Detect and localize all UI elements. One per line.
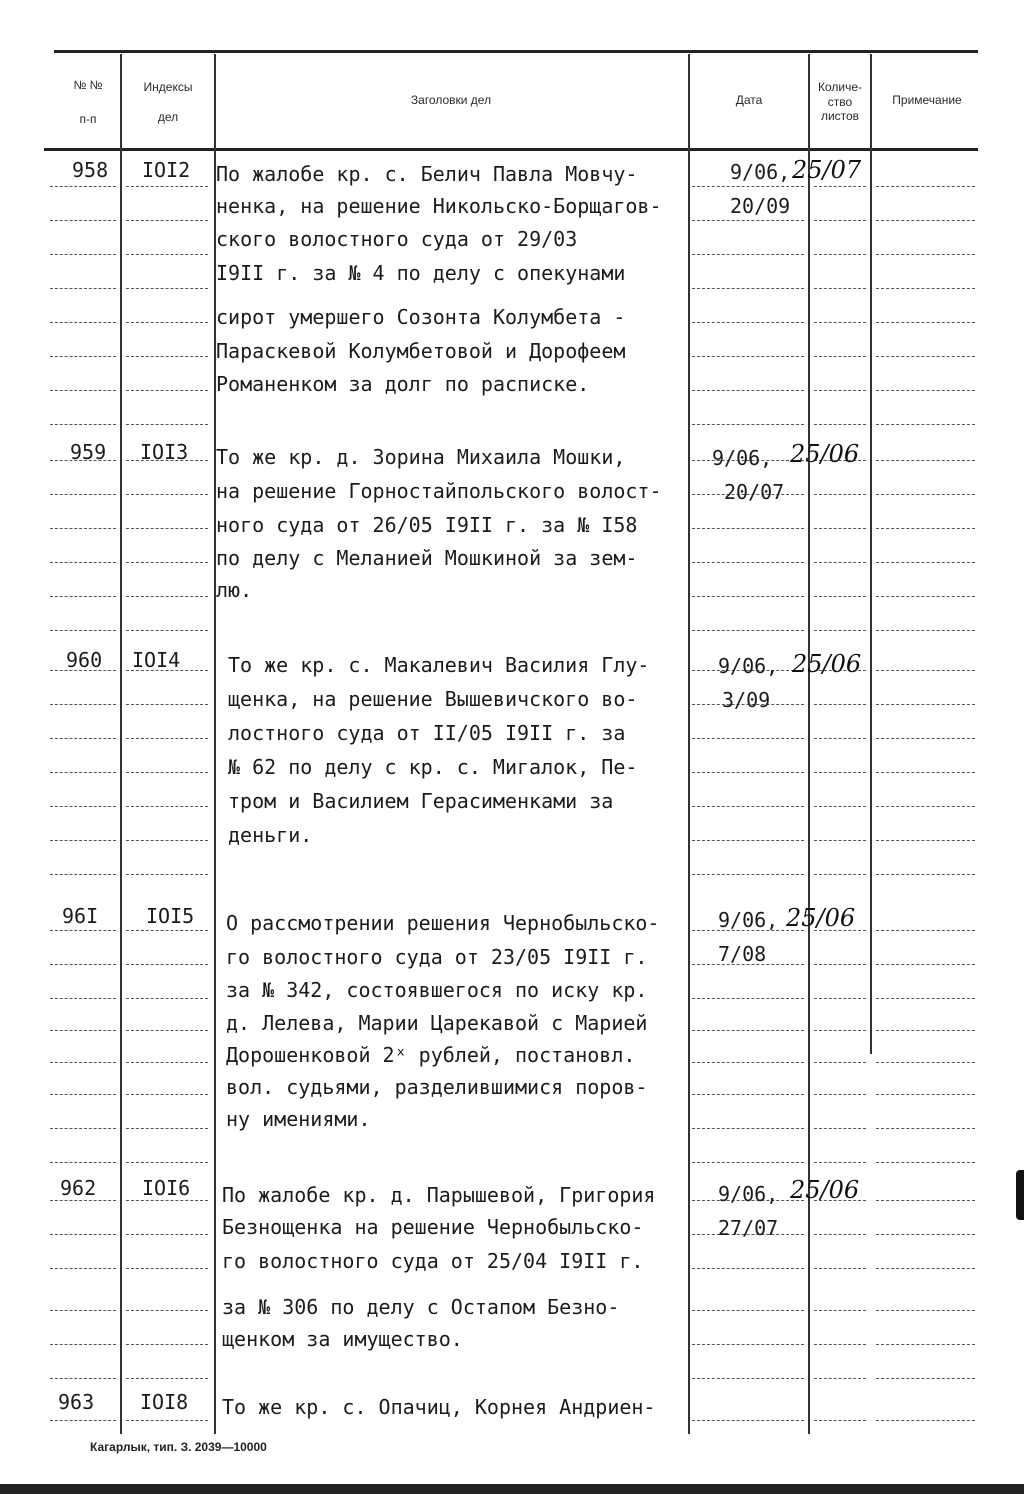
row-guide-line bbox=[692, 1378, 804, 1380]
entry-title-line: на решение Горностайпольского волост- bbox=[216, 479, 662, 503]
row-guide-line bbox=[692, 772, 804, 774]
row-guide-line bbox=[814, 1030, 866, 1032]
row-guide-line bbox=[126, 424, 208, 426]
row-guide-line bbox=[50, 1200, 116, 1202]
entry-date-end: 20/09 bbox=[730, 194, 791, 218]
row-guide-line bbox=[814, 630, 866, 632]
row-guide-line bbox=[692, 1268, 804, 1270]
row-guide-line bbox=[692, 998, 804, 1000]
row-guide-line bbox=[126, 1268, 208, 1270]
entry-title-line: щенком за имущество. bbox=[222, 1327, 463, 1351]
entry-title-line: № 62 по делу с кр. с. Мигалок, Пе- bbox=[228, 755, 638, 779]
entry-title-line: О рассмотрении решения Чернобыльско- bbox=[226, 911, 660, 935]
row-guide-line bbox=[50, 390, 116, 392]
entry-number: 960 bbox=[66, 648, 103, 672]
row-guide-line bbox=[692, 254, 804, 256]
row-guide-line bbox=[50, 562, 116, 564]
row-guide-line bbox=[876, 460, 975, 462]
row-guide-line bbox=[50, 772, 116, 774]
entry-index: IOI8 bbox=[140, 1390, 189, 1414]
entry-title-line: То же кр. с. Опачиц, Корнея Андриен- bbox=[222, 1395, 656, 1419]
row-guide-line bbox=[814, 1128, 866, 1130]
row-guide-line bbox=[126, 186, 208, 188]
row-guide-line bbox=[50, 1094, 116, 1096]
row-guide-line bbox=[50, 874, 116, 876]
entry-index: IOI4 bbox=[132, 648, 181, 672]
entry-number: 958 bbox=[72, 158, 109, 182]
row-guide-line bbox=[126, 1128, 208, 1130]
row-guide-line bbox=[876, 738, 975, 740]
row-guide-line bbox=[876, 1420, 975, 1422]
row-guide-line bbox=[876, 998, 975, 1000]
row-guide-line bbox=[692, 1094, 804, 1096]
row-guide-line bbox=[50, 254, 116, 256]
row-guide-line bbox=[814, 254, 866, 256]
row-guide-line bbox=[814, 288, 866, 290]
row-guide-line bbox=[692, 1128, 804, 1130]
header-note: Примечание bbox=[892, 93, 962, 107]
row-guide-line bbox=[126, 322, 208, 324]
entry-number: 962 bbox=[60, 1176, 97, 1200]
row-guide-line bbox=[50, 1062, 116, 1064]
row-guide-line bbox=[876, 874, 975, 876]
row-guide-line bbox=[876, 220, 975, 222]
row-guide-line bbox=[814, 806, 866, 808]
entry-title-line: за № 342, состоявшегося по иску кр. bbox=[226, 978, 648, 1002]
entry-sheets-handwritten: 25/06 bbox=[790, 1176, 860, 1204]
entry-title-line: ского волостного суда от 29/03 bbox=[216, 227, 578, 251]
row-guide-line bbox=[50, 840, 116, 842]
row-guide-line bbox=[50, 1310, 116, 1312]
row-guide-line bbox=[876, 596, 975, 598]
row-guide-line bbox=[692, 596, 804, 598]
row-guide-line bbox=[814, 998, 866, 1000]
row-guide-line bbox=[692, 220, 804, 222]
entry-title-line: То же кр. д. Зорина Михаила Мошки, bbox=[216, 445, 626, 469]
entry-title-line: д. Лелева, Марии Царекавой с Марией bbox=[226, 1011, 648, 1035]
entry-title-line: То же кр. с. Макалевич Василия Глу- bbox=[228, 653, 650, 677]
row-guide-line bbox=[814, 1344, 866, 1346]
row-guide-line bbox=[692, 288, 804, 290]
row-guide-line bbox=[876, 930, 975, 932]
header-title: Заголовки дел bbox=[410, 93, 492, 107]
row-guide-line bbox=[876, 1268, 975, 1270]
row-guide-line bbox=[692, 806, 804, 808]
entry-sheets-handwritten: 25/06 bbox=[792, 650, 862, 678]
entry-title-line: ного суда от 26/05 I9II г. за № I58 bbox=[216, 513, 638, 537]
row-guide-line bbox=[814, 494, 866, 496]
entry-title-line: го волостного суда от 25/04 I9II г. bbox=[222, 1249, 644, 1273]
row-guide-line bbox=[692, 1162, 804, 1164]
row-guide-line bbox=[50, 998, 116, 1000]
row-guide-line bbox=[876, 1128, 975, 1130]
row-guide-line bbox=[876, 670, 975, 672]
entry-title-line: лю. bbox=[216, 578, 253, 602]
row-guide-line bbox=[126, 596, 208, 598]
row-guide-line bbox=[876, 840, 975, 842]
row-guide-line bbox=[876, 772, 975, 774]
row-guide-line bbox=[814, 596, 866, 598]
table-header-rule bbox=[44, 148, 978, 151]
entry-title-line: за № 306 по делу с Остапом Безно- bbox=[222, 1295, 620, 1319]
column-divider bbox=[120, 54, 122, 1434]
entry-title-line: Параскевой Колумбетовой и Дорофеем bbox=[216, 339, 626, 363]
entry-title-line: I9II г. за № 4 по делу с опекунами bbox=[216, 261, 626, 285]
row-guide-line bbox=[876, 1094, 975, 1096]
header-index-sub: дел bbox=[157, 110, 179, 124]
row-guide-line bbox=[814, 1234, 866, 1236]
column-divider bbox=[808, 54, 810, 1434]
entry-sheets-handwritten: 25/07 bbox=[792, 156, 862, 184]
entry-number: 96I bbox=[62, 904, 99, 928]
entry-title-line: Дорошенковой 2ˣ рублей, постановл. bbox=[226, 1043, 636, 1067]
entry-title-line: по делу с Меланией Мошкиной за зем- bbox=[216, 546, 638, 570]
row-guide-line bbox=[814, 772, 866, 774]
entry-title-line: По жалобе кр. с. Белич Павла Мовчу- bbox=[216, 162, 638, 186]
row-guide-line bbox=[876, 288, 975, 290]
row-guide-line bbox=[692, 840, 804, 842]
row-guide-line bbox=[876, 1344, 975, 1346]
row-guide-line bbox=[876, 1062, 975, 1064]
entry-title-line: По жалобе кр. д. Парышевой, Григория bbox=[222, 1183, 656, 1207]
row-guide-line bbox=[50, 220, 116, 222]
entry-title-line: Романенком за долг по расписке. bbox=[216, 372, 590, 396]
row-guide-line bbox=[126, 1200, 208, 1202]
entry-title-line: щенка, на решение Вышевичского во- bbox=[228, 687, 638, 711]
entry-date-start: 9/06, bbox=[712, 446, 773, 470]
row-guide-line bbox=[50, 704, 116, 706]
row-guide-line bbox=[814, 322, 866, 324]
printer-imprint: Кагарлык, тип. З. 2039—10000 bbox=[90, 1440, 267, 1454]
row-guide-line bbox=[692, 1344, 804, 1346]
row-guide-line bbox=[692, 1062, 804, 1064]
row-guide-line bbox=[814, 1094, 866, 1096]
row-guide-line bbox=[876, 494, 975, 496]
row-guide-line bbox=[50, 1128, 116, 1130]
column-divider bbox=[870, 54, 872, 1054]
row-guide-line bbox=[876, 1200, 975, 1202]
entry-date-start: 9/06, bbox=[730, 160, 791, 184]
row-guide-line bbox=[126, 930, 208, 932]
row-guide-line bbox=[50, 186, 116, 188]
entry-sheets-handwritten: 25/06 bbox=[790, 440, 860, 468]
row-guide-line bbox=[126, 1378, 208, 1380]
row-guide-line bbox=[50, 356, 116, 358]
row-guide-line bbox=[126, 1030, 208, 1032]
row-guide-line bbox=[692, 1420, 804, 1422]
entry-index: IOI6 bbox=[142, 1176, 191, 1200]
row-guide-line bbox=[126, 528, 208, 530]
entry-title-line: Безнощенка на решение Чернобыльско- bbox=[222, 1215, 644, 1239]
header-number-sub: п-п bbox=[79, 112, 97, 126]
header-sheets-1: Количе- bbox=[817, 80, 863, 94]
row-guide-line bbox=[814, 186, 866, 188]
row-guide-line bbox=[692, 390, 804, 392]
row-guide-line bbox=[50, 288, 116, 290]
row-guide-line bbox=[126, 494, 208, 496]
row-guide-line bbox=[876, 424, 975, 426]
entry-date-end: 20/07 bbox=[724, 480, 785, 504]
row-guide-line bbox=[876, 1378, 975, 1380]
row-guide-line bbox=[814, 840, 866, 842]
entry-sheets-handwritten: 25/06 bbox=[786, 904, 856, 932]
row-guide-line bbox=[126, 1162, 208, 1164]
row-guide-line bbox=[126, 220, 208, 222]
row-guide-line bbox=[50, 1162, 116, 1164]
entry-title-line: ну имениями. bbox=[226, 1107, 371, 1131]
entry-title-line: тром и Василием Герасименками за bbox=[228, 789, 614, 813]
row-guide-line bbox=[814, 964, 866, 966]
row-guide-line bbox=[50, 1378, 116, 1380]
row-guide-line bbox=[126, 738, 208, 740]
row-guide-line bbox=[814, 1268, 866, 1270]
row-guide-line bbox=[814, 738, 866, 740]
entry-title-line: вол. судьями, разделившимися поров- bbox=[226, 1075, 648, 1099]
row-guide-line bbox=[126, 1420, 208, 1422]
row-guide-line bbox=[126, 874, 208, 876]
row-guide-line bbox=[692, 528, 804, 530]
row-guide-line bbox=[50, 1420, 116, 1422]
entry-date-end: 3/09 bbox=[722, 688, 771, 712]
row-guide-line bbox=[876, 1234, 975, 1236]
row-guide-line bbox=[692, 186, 804, 188]
row-guide-line bbox=[814, 528, 866, 530]
scan-edge-mark bbox=[1016, 1170, 1024, 1220]
row-guide-line bbox=[126, 772, 208, 774]
row-guide-line bbox=[126, 704, 208, 706]
entry-title-line: деньги. bbox=[228, 823, 313, 847]
row-guide-line bbox=[876, 390, 975, 392]
table-top-rule bbox=[54, 50, 978, 53]
entry-index: IOI5 bbox=[146, 904, 195, 928]
entry-date-start: 9/06, bbox=[718, 1182, 779, 1206]
row-guide-line bbox=[814, 704, 866, 706]
row-guide-line bbox=[814, 1378, 866, 1380]
row-guide-line bbox=[126, 806, 208, 808]
row-guide-line bbox=[692, 356, 804, 358]
row-guide-line bbox=[876, 1310, 975, 1312]
row-guide-line bbox=[126, 562, 208, 564]
entry-title-line: сирот умершего Созонта Колумбета - bbox=[216, 305, 626, 329]
entry-title-line: лостного суда от II/05 I9II г. за bbox=[228, 721, 626, 745]
entry-date-start: 9/06, bbox=[718, 908, 779, 932]
row-guide-line bbox=[814, 1420, 866, 1422]
row-guide-line bbox=[126, 288, 208, 290]
row-guide-line bbox=[876, 1162, 975, 1164]
row-guide-line bbox=[50, 1234, 116, 1236]
row-guide-line bbox=[814, 424, 866, 426]
row-guide-line bbox=[692, 322, 804, 324]
row-guide-line bbox=[692, 424, 804, 426]
row-guide-line bbox=[876, 806, 975, 808]
row-guide-line bbox=[50, 1344, 116, 1346]
row-guide-line bbox=[126, 390, 208, 392]
row-guide-line bbox=[876, 528, 975, 530]
entry-index: IOI2 bbox=[142, 158, 191, 182]
row-guide-line bbox=[50, 930, 116, 932]
row-guide-line bbox=[50, 806, 116, 808]
row-guide-line bbox=[814, 562, 866, 564]
row-guide-line bbox=[876, 964, 975, 966]
entry-date-end: 27/07 bbox=[718, 1216, 779, 1240]
header-sheets-3: листов bbox=[820, 109, 860, 123]
row-guide-line bbox=[692, 874, 804, 876]
row-guide-line bbox=[876, 630, 975, 632]
row-guide-line bbox=[126, 998, 208, 1000]
row-guide-line bbox=[876, 562, 975, 564]
row-guide-line bbox=[814, 390, 866, 392]
row-guide-line bbox=[876, 186, 975, 188]
row-guide-line bbox=[876, 356, 975, 358]
header-sheets-2: ство bbox=[827, 95, 853, 109]
row-guide-line bbox=[692, 738, 804, 740]
row-guide-line bbox=[692, 1030, 804, 1032]
row-guide-line bbox=[814, 874, 866, 876]
entry-index: IOI3 bbox=[140, 440, 189, 464]
row-guide-line bbox=[50, 964, 116, 966]
row-guide-line bbox=[50, 738, 116, 740]
row-guide-line bbox=[126, 254, 208, 256]
row-guide-line bbox=[814, 1062, 866, 1064]
row-guide-line bbox=[50, 322, 116, 324]
row-guide-line bbox=[814, 1162, 866, 1164]
row-guide-line bbox=[814, 1310, 866, 1312]
row-guide-line bbox=[814, 356, 866, 358]
entry-number: 959 bbox=[70, 440, 107, 464]
row-guide-line bbox=[126, 840, 208, 842]
row-guide-line bbox=[126, 1344, 208, 1346]
row-guide-line bbox=[876, 1030, 975, 1032]
entry-number: 963 bbox=[58, 1390, 95, 1414]
row-guide-line bbox=[50, 1030, 116, 1032]
scan-bottom-edge bbox=[0, 1484, 1024, 1494]
row-guide-line bbox=[126, 964, 208, 966]
header-date: Дата bbox=[735, 93, 763, 107]
entry-date-end: 7/08 bbox=[718, 942, 767, 966]
row-guide-line bbox=[50, 494, 116, 496]
row-guide-line bbox=[126, 1310, 208, 1312]
entry-title-line: ненка, на решение Никольско-Борщагов- bbox=[216, 194, 662, 218]
row-guide-line bbox=[876, 704, 975, 706]
row-guide-line bbox=[50, 424, 116, 426]
row-guide-line bbox=[50, 596, 116, 598]
row-guide-line bbox=[126, 1234, 208, 1236]
row-guide-line bbox=[692, 630, 804, 632]
entry-date-start: 9/06, bbox=[718, 654, 779, 678]
header-number: № № bbox=[73, 78, 103, 92]
row-guide-line bbox=[50, 630, 116, 632]
row-guide-line bbox=[50, 1268, 116, 1270]
row-guide-line bbox=[814, 220, 866, 222]
row-guide-line bbox=[876, 322, 975, 324]
row-guide-line bbox=[126, 630, 208, 632]
row-guide-line bbox=[692, 562, 804, 564]
row-guide-line bbox=[50, 528, 116, 530]
row-guide-line bbox=[126, 1062, 208, 1064]
header-index: Индексы bbox=[143, 80, 193, 94]
entry-title-line: го волостного суда от 23/05 I9II г. bbox=[226, 945, 648, 969]
row-guide-line bbox=[692, 1310, 804, 1312]
row-guide-line bbox=[876, 254, 975, 256]
row-guide-line bbox=[126, 356, 208, 358]
row-guide-line bbox=[126, 1094, 208, 1096]
